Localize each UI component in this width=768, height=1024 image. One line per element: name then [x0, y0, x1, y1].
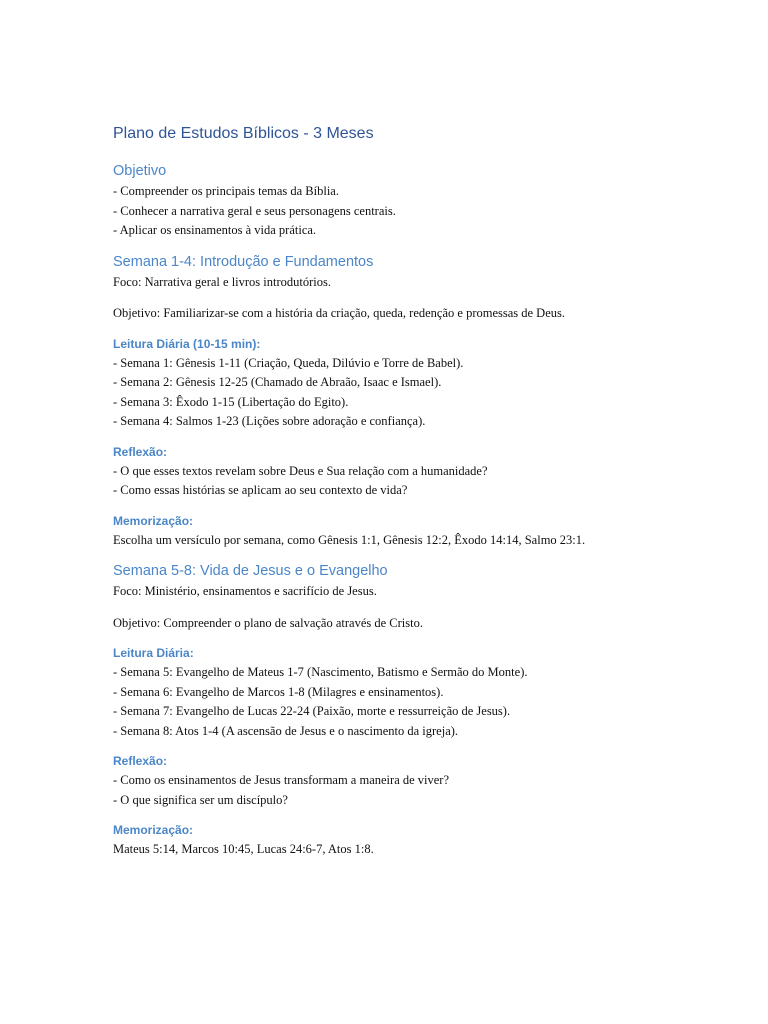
objetivo-item: - Aplicar os ensinamentos à vida prática. [113, 223, 317, 237]
semana-1-4-leitura-list [113, 354, 733, 432]
objetivo-heading: Objetivo [113, 163, 167, 179]
reflexao-item: - O que esses textos revelam sobre Deus e Sua relação com a humanidade? [113, 463, 488, 478]
reflexao-item: - O que significa ser um discípulo? [113, 792, 288, 807]
semana-5-8-heading: Semana 5-8: Vida de Jesus e o Evangelho [113, 563, 388, 579]
semana-5-8-memorizacao-text: Mateus 5:14, Marcos 10:45, Lucas 24:6-7, Atos 1:8. [113, 842, 374, 856]
semana-5-8-memorizacao-heading: Memorização: [113, 823, 194, 837]
leitura-item: - Semana 4: Salmos 1-23 (Lições sobre adoração e confiança). [113, 414, 426, 428]
leitura-item: - Semana 8: Atos 1-4 (A ascensão de Jesus e o nascimento da igreja). [113, 723, 459, 738]
objetivo-list [113, 182, 733, 241]
semana-1-4-memorizacao-text: Escolha um versículo por semana, como Gênesis 1:1, Gênesis 12:2, Êxodo 14:14, Salmo 23:1. [113, 532, 586, 547]
semana-5-8-reflexao-list [113, 771, 733, 810]
semana-1-4-memorizacao-heading: Memorização: [113, 513, 194, 528]
semana-1-4-objetivo: Objetivo: Familiarizar-se com a história da criação, queda, redenção e promessas de Deus. [113, 306, 566, 320]
semana-5-8-leitura-list [113, 663, 733, 741]
semana-1-4-heading: Semana 1-4: Introdução e Fundamentos [113, 253, 374, 270]
leitura-item: - Semana 3: Êxodo 1-15 (Libertação do Egito). [113, 394, 349, 409]
semana-5-8-leitura-heading: Leitura Diária: [113, 646, 194, 660]
objetivo-item: - Conhecer a narrativa geral e seus personagens centrais. [113, 203, 396, 218]
document-page [113, 120, 733, 860]
leitura-item: - Semana 6: Evangelho de Marcos 1-8 (Milagres e ensinamentos). [113, 684, 444, 699]
semana-1-4-reflexao-list [113, 462, 733, 501]
semana-1-4-foco: Foco: Narrativa geral e livros introdutórios. [113, 274, 331, 289]
semana-1-4-leitura-heading: Leitura Diária (10-15 min): [113, 336, 261, 351]
leitura-item: - Semana 5: Evangelho de Mateus 1-7 (Nascimento, Batismo e Sermão do Monte). [113, 665, 528, 679]
semana-5-8-objetivo: Objetivo: Compreender o plano de salvação através de Cristo. [113, 615, 423, 630]
leitura-item: - Semana 2: Gênesis 12-25 (Chamado de Abraão, Isaac e Ismael). [113, 375, 442, 389]
leitura-item: - Semana 1: Gênesis 1-11 (Criação, Queda, Dilúvio e Torre de Babel). [113, 355, 464, 370]
leitura-item: - Semana 7: Evangelho de Lucas 22-24 (Paixão, morte e ressurreição de Jesus). [113, 704, 511, 718]
reflexao-item: - Como os ensinamentos de Jesus transformam a maneira de viver? [113, 773, 450, 787]
semana-5-8-reflexao-heading: Reflexão: [113, 754, 168, 768]
objetivo-item: - Compreender os principais temas da Bíblia. [113, 184, 339, 198]
reflexao-item: - Como essas histórias se aplicam ao seu contexto de vida? [113, 483, 408, 497]
semana-1-4-reflexao-heading: Reflexão: [113, 444, 168, 459]
document-title: Plano de Estudos Bíblicos - 3 Meses [113, 125, 374, 142]
semana-5-8-foco: Foco: Ministério, ensinamentos e sacrifício de Jesus. [113, 584, 377, 598]
